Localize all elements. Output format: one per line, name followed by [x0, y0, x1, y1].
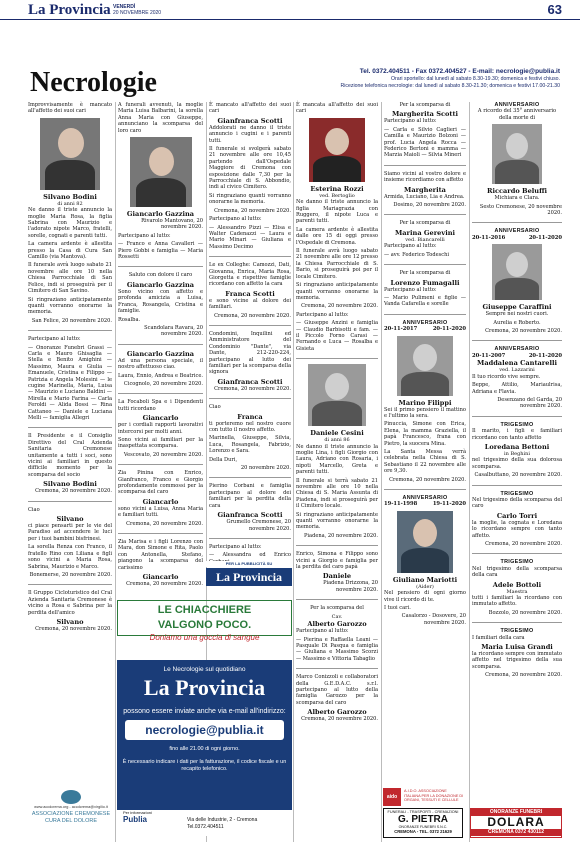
- condolence: Siamo vicini al vostro dolore e insieme ricordiamo con affetto Margherita Armida, Luciano, Lia e Andrea. Dosimo, 20 novembre 2020.: [384, 170, 466, 209]
- column-3: [209, 102, 291, 571]
- ad-g-pietra[interactable]: FUNERALI - TRASPORTI - CREMAZIONI G. PIETRA ONORANZE FUNEBRI S.N.C. CREMONA - TEL. 0372 21629: [383, 808, 463, 838]
- association-logo-icon: [61, 790, 81, 804]
- condolence: Il Gruppo Cicloturistico del Cral Azienda Sanitaria Cremonese è vicino a Rosa e Sabrina per la perdita dell'amico Silvano Cremona, 20 novembre 2020.: [28, 590, 112, 632]
- column-divider: [469, 102, 470, 842]
- ad-footer: Per informazioni Publia Via delle Industrie, 2 - Cremona Tel.0372.404511: [117, 810, 292, 836]
- condolence: Ciao Franca ti porteremo nel nostro cuore con tutto il nostro affetto. Marinella, Giuseppe, Silvia, Luca, Rosangela, Fabrizio, Lorenzo e Sara. Della Duri, 20 novembre 2020.: [209, 404, 291, 472]
- anniversary-marino-filippi: ANNIVERSARIO 20-11-2017 20-11-2020 Marino Filippi Sei il primo pensiero il mattino e l'ultimo la sera. Pinuccia, Simone con Erica, Elena, la mamma Graziella, il papà Francesco, frana con Pietro, la suocera Mina. La Santa Messa verrà celebrata nella Chiesa di S. Sebastiano il 22 novembre alle ore 9,30. Cremona, 20 novembre 2020.: [384, 319, 466, 483]
- mourners-list: Partecipano al lutto: — Onoranze Funebri Grassi — Carla e Mauro Ghisaglia — Stella e Benito Amighini — Massimo, Maura e Giulia — Emanuele, Cristina e Filippo — Patrizia e Angela Molesini — le cugine Marinella, Maria, Luisa — Maurizio e Luciano Baldini — Mirella e Mario Farina — Carla Feroldi — Alida Bossi — Rina Cattaneo — Daniele e Luciana Melli — famiglia Allegri: [28, 336, 112, 421]
- anniversary-maddalena-cantarelli: ANNIVERSARIO 20-11-2007 20-11-2020 Maddalena Cantarelli ved. Lazzarini Il tuo ricordo vive sempre. Beppe, Attilio, Mariaulrisa, Adriana e Flavia. Desenzano del Garda, 20 novembre 2020.: [472, 346, 562, 410]
- column-2: [118, 102, 203, 593]
- portrait-photo: [309, 118, 365, 182]
- portrait-photo: [492, 244, 542, 300]
- obituary-giancarlo-gazzina: A funerali avvenuti, la moglie Maria Luisa Balbarini, la sorella Anna Maria con Giuseppe, annunciano la scomparsa del loro caro Giancarlo Gazzina Rivarolo Mantovano, 20 novembre 2020. Partecipano al lutto: — Franco e Anna Cavalleri — Piero Gobbi e famiglia — Maria Rossetti: [118, 102, 203, 261]
- necrologie-email-link[interactable]: necrologie@publia.it: [125, 720, 284, 740]
- deceased-name: Gianfranca Scotti: [217, 116, 283, 125]
- portrait-photo: [397, 511, 453, 573]
- condolence: Enrico, Simona e Filippo sono vicini a Giorgio e famiglia per la perdita del caro papà Daniele Piadena Drizzona, 20 novembre 2020.: [296, 551, 378, 593]
- condolence: Le ex Colleghe: Camozzi, Dati, Giovanna, Enrica, Maria Rosa, Giorgetta e rispettive famiglie ricordano con affetto la cara Franca Scotti e sono vicine al dolore dei familiari. Cremona, 20 novembre 2020.: [209, 262, 291, 319]
- issue-date: VENERDÌ 20 NOVEMBRE 2020: [113, 4, 162, 16]
- obituary-gianfranca-scotti: È mancato all'affetto dei suoi cari Gianfranca Scotti Addolorati ne danno il triste annuncio i cugini e i parenti tutti. Il funerale si svolgerà sabato 21 novembre alle ore 10,45 partendo dall'Ospedale Maggiore di Cremona con esposizione dalle 7,30 per la Parrocchiale di S. Abbondio, indi al civico Cimitero. Si ringraziano quanti vorranno onorarne la memoria. Cremona, 20 novembre 2020. Partecipano al lutto: — Alessandro Pizzi — Elisa e Walter Cadenazzi — Laura e Mario Minari — Giuliana e Massimo Decimo: [209, 102, 291, 250]
- newspaper-logo: La Provincia: [28, 2, 111, 18]
- portrait-photo: [308, 364, 366, 426]
- trigesimo-carlo-torri: TRIGESIMO Nel trigesimo della scomparsa del caro Carlo Torri la moglie, la cognata e Loredana lo ricordano sempre con tanto affetto. Cremona, 20 novembre 2020.: [472, 490, 562, 547]
- deceased-name: Giancarlo Gazzina: [126, 210, 195, 219]
- contact-reception-hours: Ricezione telefonica necrologie: dal lunedì al sabato 8.30-21.30; domenica e festivi 17.00-21.30: [340, 83, 560, 89]
- participation-margherita-scotti: Per la scomparsa di Margherita Scotti Partecipano al lutto: — Carla e Silvio Caglieri — Camilla e Maurizio Bolzoni — prof. Lucia Angela Rocca — Federico Bertoni e mamma — Marzia Maioli — Silvia Mineri: [384, 102, 466, 159]
- deceased-name: Daniele Cesini: [310, 429, 364, 438]
- column-5: [384, 102, 466, 632]
- condolence: La Focaboli Spa e i Dipendenti tutti ricordano Giancarlo per i cordiali rapporti lavorativi intercorsi per molti anni. Sono vicini ai familiari per la inaspettata scomparsa. Vescovato, 20 novembre 2020.: [118, 399, 203, 458]
- publia-logo: Publia: [123, 815, 148, 824]
- trigesimo-adele-bottoli: TRIGESIMO Nel trigesimo della scomparsa della cara Adele Bottoli Maestra tutti i familiari la ricordano con immutato affetto. Bozzolo, 20 novembre 2020.: [472, 559, 562, 616]
- ad-associazione-cura-dolore[interactable]: www.accdcrema.org - accdcrema@virgilio.it ASSOCIAZIONE CREMONESE CURA DEL DOLORE: [28, 790, 114, 838]
- ad-dolara[interactable]: ONORANZE FUNEBRI DOLARA CREMONA 0372 430112: [470, 808, 562, 838]
- condolence: Ciao Silvano ci piace pensarti per le vie del Paradiso ad accendere le luci per i tuoi bambini bisfrinesi. La sorella Renza con Franco, il fratello Rino con Liliana e figli sono vicini a Maria Rosa, Sabrina, Maurizio e Marco. Bonemerse, 20 novembre 2020.: [28, 506, 112, 578]
- column-1: [28, 102, 112, 638]
- column-divider: [381, 102, 382, 842]
- section-title: Necrologie: [30, 67, 157, 98]
- deceased-name: Esterina Rozzi: [310, 184, 364, 193]
- column-4: [296, 102, 378, 729]
- condolence: Giancarlo Gazzina Ad una persona speciale, il nostro affettuoso ciao. Laura, Ennio, Andrea e Beatrice. Cicognolo, 20 novembre 2020.: [118, 349, 203, 387]
- condolence: Marco Conizzoli e collaboratori della G.E.D.A.C. s.r.l. partecipano al lutto della famiglia Garozzo per la scomparsa del caro Alberto Garozzo Cremona, 20 novembre 2020.: [296, 674, 378, 723]
- ad-necrologie-email[interactable]: Le Necrologie sul quotidiano La Provincia possono essere inviate anche via e-mail all'indirizzo: necrologie@publia.it fino alle 21.00 di ogni giorno. È necessario indicare i dati per la fatturazione, il codice fiscale e un recapito telefonico. Per informazioni Publia Via delle Industrie, 2 - Cremona Tel.0372.404511: [117, 660, 292, 836]
- deceased-name: Silvano Bodini: [43, 192, 97, 201]
- aido-logo-icon: aido: [383, 788, 401, 806]
- ad-blood-donation[interactable]: LE CHIACCHIERE VALGONO POCO. Doniamo una goccia di sangue: [117, 600, 292, 636]
- portrait-photo: [130, 137, 192, 207]
- obituary-esterina-rozzi: È mancata all'affetto dei suoi cari Esterina Rozzi ved. Bertoglio Ne danno il triste annuncio la figlia Mariagrazia con Ruggero, il nipote Luca e parenti tutti. La camera ardente è allestita dalle ore 15 di oggi presso l'Ospedale di Cremona. Il funerale avrà luogo sabato 21 novembre alle ore 12 presso la Chiesa Parrocchiale di S. Bario, si proseguirà poi per il locale Cimitero. Si ringraziano anticipatamente quanti vorranno onorarne la memoria. Cremona, 20 novembre 2020. Partecipano al lutto: — Giuseppe Anzini e famiglia — Claudio Barbisotti e fam. — il Piccolo Forno Carasi — Fernando e Luca — Rosalba e Gisieta: [296, 102, 378, 352]
- la-provincia-logo: La Provincia: [143, 675, 266, 700]
- page-number: 63: [547, 2, 562, 17]
- masthead: [0, 0, 580, 20]
- trigesimo-loredana-bettoni: TRIGESIMO Il marito, i figli e familiari ricordano con tanto affetto Loredana Bettoni in Beghini nel trigesimo della sua dolorosa scomparsa. Casalbuttano, 20 novembre 2020.: [472, 421, 562, 479]
- portrait-photo: [492, 124, 542, 184]
- condolence: Saluto con dolore il caro Giancarlo Gazzina Sono vicino con affetto e profonda amicizia a Luisa, Franca, Rosangela, Cristina e famiglie. Rosalba. Scandolara Ravara, 20 novembre 2020.: [118, 272, 203, 338]
- condolence: Condomini, Inquilini ed Amministratore del Condominio "Dante", via Dante, 212-220-224, partecipano al lutto dei familiari per la scomparsa della signora Gianfranca Scotti Cremona, 20 novembre 2020.: [209, 330, 291, 392]
- contact-phones: Tel. 0372.404511 - Fax 0372.404527 - E-mail: necrologie@publia.it: [359, 68, 560, 75]
- participation-lorenzo-fumagalli: Per la scomparsa di Lorenzo Fumagalli Partecipano al lutto: — Mario Pulimeni e figlie — Vanda Cafarella e sorelle: [384, 270, 466, 308]
- contact-info: [250, 67, 560, 90]
- ad-aido[interactable]: aido A.I.D.O. ASSOCIAZIONE ITALIANA PER LA DONAZIONE DI ORGANI, TESSUTI E CELLULE: [383, 788, 463, 806]
- condolence: Zia Marisa e i figli Lorenzo con Mara, don Simone e Rita, Paolo con Antonella, Stefano, piangono la scomparsa del carissimo Giancarlo Cremona, 20 novembre 2020.: [118, 539, 203, 588]
- obituary-daniele-cesini: Daniele Cesini di anni 86 Ne danno il triste annuncio la moglie Lina, i figli Giorgio con Laura, Adriano con Rosaria, i nipoti Marcello, Greta e parenti tutti. Il funerale si terrà sabato 21 novembre alle ore 10 nella Chiesa di S. Maria Assunta di Piadena, indi si proseguirà per il Cimitero locale. Si ringraziano anticipatamente quanti vorranno onorarne la memoria. Piadena, 20 novembre 2020.: [296, 364, 378, 539]
- participation-marina-gerevini: Per la scomparsa di Marina Gerevini ved. Biancarelli Partecipano al lutto: — avv. Federico Todeschi: [384, 220, 456, 258]
- portrait-photo: [397, 336, 453, 396]
- column-divider: [293, 102, 294, 842]
- condolence: Il Presidente e il Consiglio Direttivo del Cral Azienda Sanitaria Cremonese unitamente a tutti i soci, sono vicini ai familiari in questo difficile momento per la scomparsa del socio Silvano Bodini Cremona, 20 novembre 2020.: [28, 433, 112, 495]
- anniversary-giuseppe-caraffini: ANNIVERSARIO 20-11-2016 20-11-2020 Giuseppe Caraffini Sempre nei nostri cuori. Aurelia e Roberto. Cremona, 20 novembre 2020.: [472, 228, 562, 335]
- ad-la-provincia-small[interactable]: PER LA PUBBLICITÀ SU La Provincia: [206, 568, 292, 586]
- column-6: [472, 102, 562, 685]
- column-divider: [115, 102, 116, 842]
- condolence: Zia Pinina con Enrico, Gianfranco, Franco e Giorgio profondamente commossi per la scomparsa del caro Giancarlo sono vicini a Luisa, Anna Maria e familiari tutti. Cremona, 20 novembre 2020.: [118, 470, 203, 527]
- obituary-silvano-bodini: Improvvisamente è mancato all'affetto dei suoi cari Silvano Bodini di anni 82 Ne danno il triste annuncio la moglie Maria Rosa, la figlia Sabrina con Maurizio e l'adorato nipote Marco, fratelli, sorelle, cognati e parenti tutti. La camera ardente è allestita presso la Casa di Cura San Camillo (via Mantova). Il funerale avrà luogo sabato 21 novembre alle ore 10 nella Chiesa Parrocchiale di San Felice, indi si proseguirà per il Cimitero di San Savino. Si ringraziano anticipatamente quanti vorranno onorarne la memoria. San Felice, 20 novembre 2020.: [28, 102, 112, 324]
- anniversary-riccardo-beluffi: ANNIVERSARIO A ricordo del 35° anniversario della morte di Riccardo Beluffi Michiara e Clara. Sesto Cremonese, 20 novembre 2020.: [477, 102, 562, 217]
- trigesimo-maria-luisa-grandi: TRIGESIMO I familiari della cara Maria Luisa Grandi la ricordano sempre con immutato affetto nel trigesimo della sua scomparsa. Cremona, 20 novembre 2020.: [472, 628, 562, 679]
- contact-hours: Orari sportello: dal lunedì al sabato 8.30-19.30; domenica e festivi chiuso.: [391, 76, 560, 82]
- condolence: Pierino Corbani e famiglia partecipano al dolore dei familiari per la perdita della cara Gianfranca Scotti Grumello Cremonese, 20 novembre 2020.: [209, 483, 291, 532]
- portrait-photo: [40, 118, 100, 190]
- anniversary-giuliano-mariotti: ANNIVERSARIO 19-11-1998 19-11-2020 Giuliano Mariotti (Aider) Nel pensiero di ogni giorno vive il ricordo di te. I tuoi cari. Casalorzo - Dosovere, 20 novembre 2020.: [384, 495, 466, 626]
- mourners-list: Partecipano al lutto: — Alessandra ed Enrico: [209, 543, 291, 559]
- participation-alberto-garozzo: Per la scomparsa del Cav. Alberto Garozzo Partecipano al lutto: — Pierina e Raffaella Leani — Pasquale Di Pasqua e famiglia — Giuliana e Massimo Scorzi — Massimo e Vittoria Tabaglio: [296, 605, 378, 662]
